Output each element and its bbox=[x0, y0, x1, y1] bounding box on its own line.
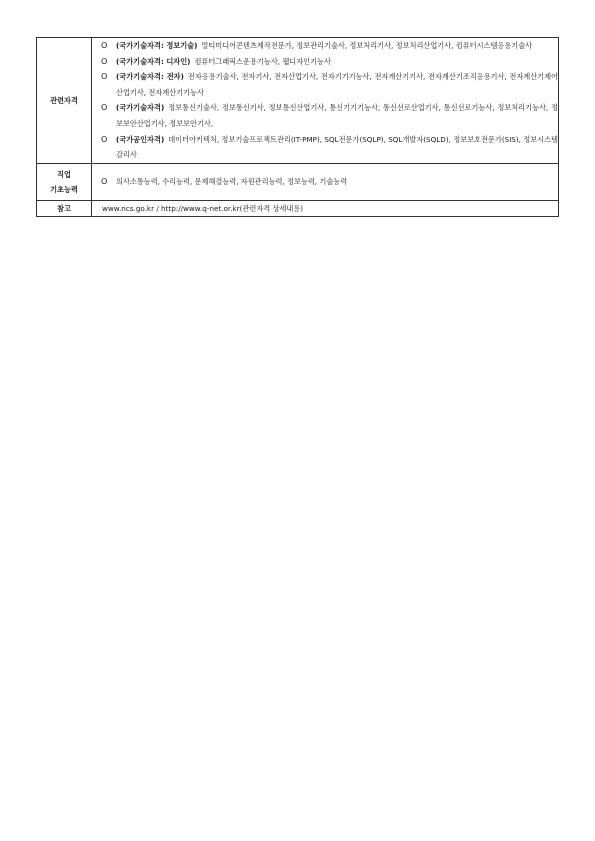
circle-bullet-icon: O bbox=[101, 134, 108, 144]
basic-competency-label-line1: 직업 bbox=[57, 169, 71, 179]
list-item bbox=[92, 69, 558, 100]
reference-row bbox=[37, 200, 559, 216]
reference-content bbox=[92, 200, 559, 216]
related-qualifications-content bbox=[92, 38, 559, 164]
circle-bullet-icon: O bbox=[101, 72, 108, 82]
qualification-list: 전자응용기술사, 전자기사, 전자산업기사, 전자기기기능사, 전자계산기기사, 전자계산기조직응용기사, 전자계산기제어산업기사, 전자계산기기능사 bbox=[116, 72, 558, 97]
list-item bbox=[92, 38, 558, 54]
qualification-category: (국가공인자격) bbox=[116, 134, 165, 144]
qualification-list: 컴퓨터그래픽스운용기능사, 웹디자인기능사 bbox=[194, 56, 331, 66]
reference-label: 참고 bbox=[37, 200, 92, 216]
circle-bullet-icon: O bbox=[101, 56, 108, 66]
qualification-list: 멀티미디어콘텐츠제작전문가, 정보관리기술사, 정보처리기사, 정보처리산업기사, 컴퓨터시스템응용기술사 bbox=[201, 41, 533, 50]
list-item bbox=[92, 132, 558, 163]
basic-competency-label bbox=[37, 163, 92, 200]
qualification-category: (국가기술자격) bbox=[116, 103, 165, 113]
qualification-list: 정보통신기술사, 정보통신기사, 정보통신산업기사, 통신기기기능사, 통신선로산업기사, 통신선로기능사, 정보처리기능사, 정보보안산업기사, 정보보안기사, bbox=[116, 103, 558, 128]
basic-competency-text: 의사소통능력, 수리능력, 문제해결능력, 자원관리능력, 정보능력, 기술능력 bbox=[116, 177, 348, 187]
list-item bbox=[92, 174, 558, 189]
qualification-category: (국가기술자격: 전자) bbox=[116, 72, 184, 82]
basic-competency-row bbox=[37, 163, 559, 200]
reference-links[interactable]: www.ncs.go.kr / http://www.q-net.or.kr(관련자격 상세내용) bbox=[102, 203, 304, 213]
list-item bbox=[92, 100, 558, 131]
basic-competency-label-line2: 기초능력 bbox=[50, 184, 78, 194]
circle-bullet-icon: O bbox=[101, 177, 108, 187]
qualification-category: (국가기술자격: 정보기술) bbox=[116, 41, 198, 50]
circle-bullet-icon: O bbox=[101, 103, 108, 113]
basic-competency-content bbox=[92, 163, 559, 200]
related-qualifications-label: 관련자격 bbox=[37, 38, 92, 164]
related-qualifications-row bbox=[37, 38, 559, 164]
qualification-category: (국가기술자격: 디자인) bbox=[116, 56, 191, 66]
qualification-table bbox=[36, 37, 559, 217]
qualification-list: 데이터아키텍처, 정보기술프로젝트관리(IT-PMP), SQL전문가(SQLP), SQL개발자(SQLD), 정보보호전문가(SIS), 정보시스템감리사 bbox=[116, 134, 558, 160]
circle-bullet-icon: O bbox=[101, 41, 108, 50]
list-item bbox=[92, 54, 558, 70]
